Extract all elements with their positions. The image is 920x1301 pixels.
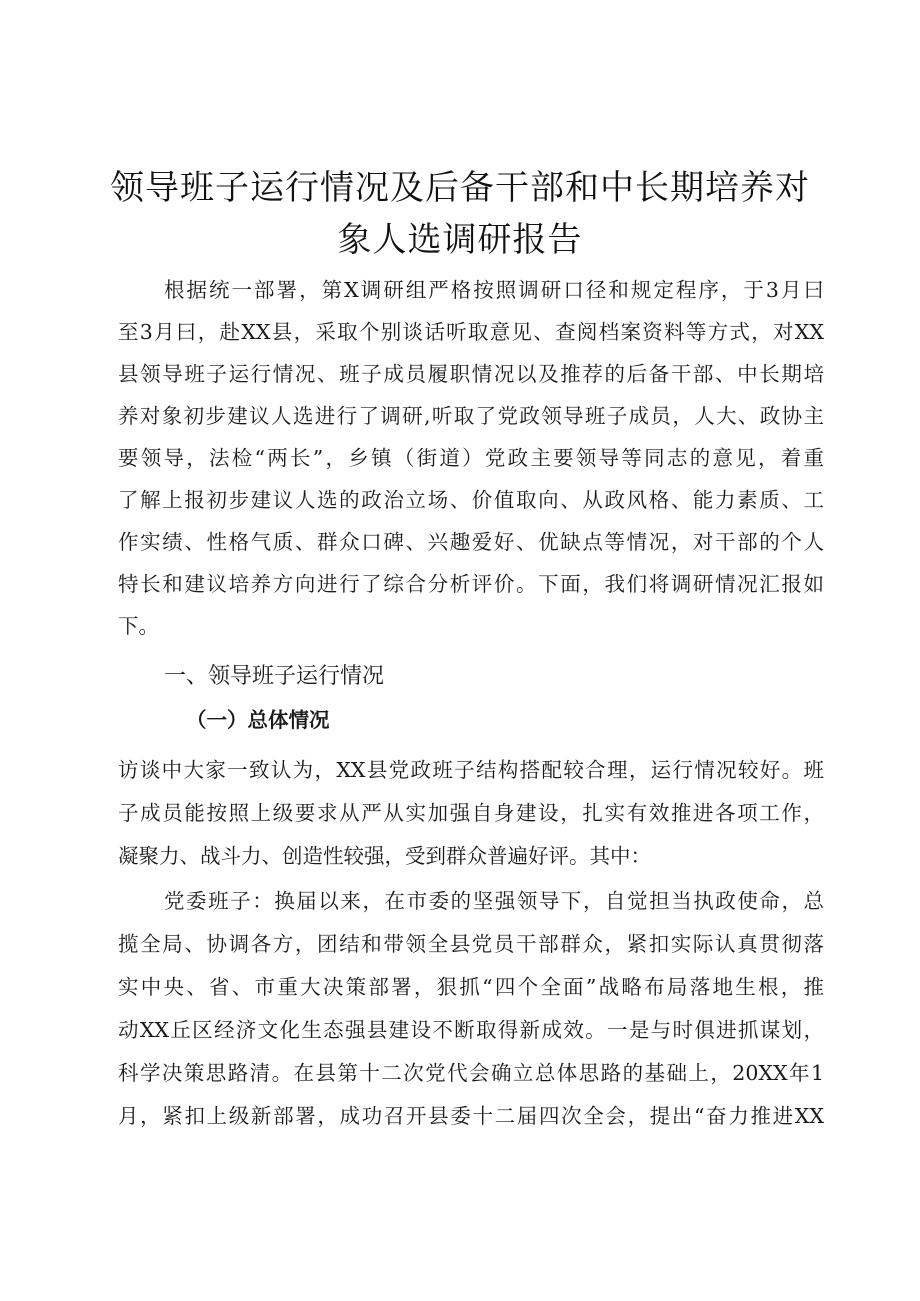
party-paragraph-line: 揽全局、协调各方，团结和带领全县党员干部群众，紧扣实际认真贯彻落 [118,932,824,956]
intro-paragraph-line: 根据统一部署，第X调研组严格按照调研口径和规定程序，于3月曰 [164,278,824,302]
party-paragraph-line: 实中央、省、市重大决策部署，狠抓“四个全面”战略布局落地生根，推 [118,975,824,999]
overall-paragraph-line: 凝聚力、战斗力、创造性较强，受到群众普遍好评。其中： [118,844,651,868]
section-heading: 一、领导班子运行情况 [164,664,385,689]
intro-paragraph-line: 特长和建议培养方向进行了综合分析评价。下面，我们将调研情况汇报如 [118,572,824,596]
overall-paragraph-line: 访谈中大家一致认为，XX县党政班子结构搭配较合理，运行情况较好。班 [118,758,824,782]
party-paragraph-line: 动XX丘区经济文化生态强县建设不断取得新成效。一是与时俱进抓谋划， [118,1018,824,1042]
overall-paragraph-line: 子成员能按照上级要求从严从实加强自身建设，扎实有效推进各项工作， [118,801,824,825]
subsection-heading: （一）总体情况 [186,708,330,732]
intro-paragraph-line: 养对象初步建议人选进行了调研,听取了党政领导班子成员，人大、政协主 [118,404,824,428]
document-title-line-2: 象人选调研报告 [337,220,583,260]
intro-paragraph-line: 下。 [118,614,159,638]
party-paragraph-line: 月，紧扣上级新部署，成功召开县委十二届四次全会，提出“奋力推进XX [118,1104,824,1128]
intro-paragraph-line: 要领导，法检“两长”，乡镇（街道）党政主要领导等同志的意见，着重 [118,446,824,470]
intro-paragraph-line: 县领导班子运行情况、班子成员履职情况以及推荐的后备干部、中长期培 [118,362,824,386]
party-paragraph-line: 党委班子：换届以来，在市委的坚强领导下，自觉担当执政使命，总 [164,889,824,913]
party-paragraph-line: 科学决策思路清。在县第十二次党代会确立总体思路的基础上，20XX年1 [118,1061,824,1085]
intro-paragraph-line: 作实绩、性格气质、群众口碑、兴趣爱好、优缺点等情况，对干部的个人 [118,530,824,554]
document-title-line-1: 领导班子运行情况及后备干部和中长期培养对 [110,168,810,208]
intro-paragraph-line: 至3月曰，赴XX县，采取个别谈话听取意见、查阅档案资料等方式，对XX [118,320,824,344]
intro-paragraph-line: 了解上报初步建议人选的政治立场、价值取向、从政风格、能力素质、工 [118,488,824,512]
